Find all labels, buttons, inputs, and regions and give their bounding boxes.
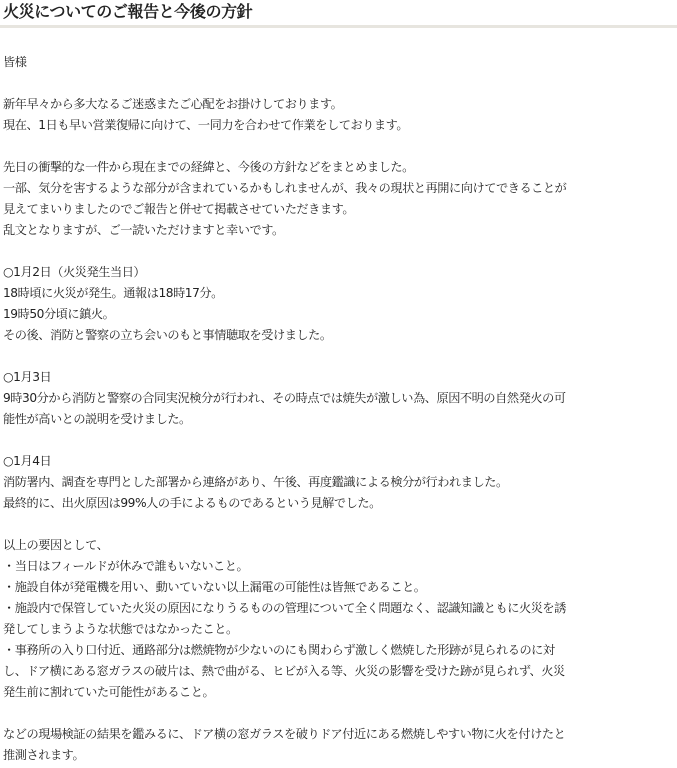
article-body bbox=[0, 28, 674, 766]
text-line: 最終的に、出火原因は99%人の手によるものであるという見解でした。 bbox=[3, 496, 381, 510]
list-lead: 以上の要因として、 bbox=[3, 538, 109, 552]
section-heading: ○1月2日（火災発生当日） bbox=[3, 265, 146, 279]
spacer bbox=[3, 703, 674, 724]
text-line: 推測されます。 bbox=[3, 748, 85, 762]
spacer bbox=[3, 241, 674, 262]
section-heading: ○1月3日 bbox=[3, 370, 52, 384]
preface-paragraph bbox=[3, 157, 674, 241]
conclusion-paragraph bbox=[3, 724, 674, 766]
text-line: その後、消防と警察の立ち会いのもと事情聴取を受けました。 bbox=[3, 328, 332, 342]
text-line: 現在、1日も早い営業復帰に向けて、一同力を合わせて作業をしております。 bbox=[3, 118, 409, 132]
text-line: 先日の衝撃的な一件から現在までの経緯と、今後の方針などをまとめました。 bbox=[3, 160, 414, 174]
spacer bbox=[3, 514, 674, 535]
text-line: 能性が高いとの説明を受けました。 bbox=[3, 412, 191, 426]
page-title: 火災についてのご報告と今後の方針 bbox=[0, 0, 677, 28]
text-line: 見えてまいりましたのでご報告と併せて掲載させていただきます。 bbox=[3, 202, 355, 216]
spacer bbox=[3, 136, 674, 157]
factors-list bbox=[3, 535, 674, 703]
list-item: ・施設内で保管していた火災の原因になりうるものの管理について全く問題なく、認識知識ともに火災を誘 bbox=[3, 601, 566, 615]
text-line: 乱文となりますが、ご一読いただけますと幸いです。 bbox=[3, 223, 284, 237]
section-jan2 bbox=[3, 262, 674, 346]
spacer bbox=[3, 430, 674, 451]
text-line: 9時30分から消防と警察の合同実況検分が行われ、その時点では焼失が激しい為、原因不明の自然発火の可 bbox=[3, 391, 566, 405]
text-line: 19時50分頃に鎮火。 bbox=[3, 307, 115, 321]
list-item-continued: 発してしまうような状態ではなかったこと。 bbox=[3, 622, 238, 636]
list-item: ・施設自体が発電機を用い、動いていない以上漏電の可能性は皆無であること。 bbox=[3, 580, 426, 594]
intro-paragraph bbox=[3, 94, 674, 136]
section-jan3 bbox=[3, 367, 674, 430]
text-line: 消防署内、調査を専門とした部署から連絡があり、午後、再度鑑識による検分が行われました。 bbox=[3, 475, 508, 489]
list-item-continued: 発生前に割れていた可能性があること。 bbox=[3, 685, 215, 699]
spacer bbox=[3, 73, 674, 94]
text-line: などの現場検証の結果を鑑みるに、ドア横の窓ガラスを破りドア付近にある燃焼しやすい物に火を付けたと bbox=[3, 727, 566, 741]
section-heading: ○1月4日 bbox=[3, 454, 52, 468]
spacer bbox=[3, 346, 674, 367]
text-line: 18時頃に火災が発生。通報は18時17分。 bbox=[3, 286, 223, 300]
list-item-continued: し、ドア横にある窓ガラスの破片は、熱で曲がる、ヒビが入る等、火災の影響を受けた跡が見られず、火災 bbox=[3, 664, 565, 678]
list-item: ・当日はフィールドが休みで誰もいないこと。 bbox=[3, 559, 249, 573]
section-jan4 bbox=[3, 451, 674, 514]
greeting: 皆様 bbox=[3, 55, 27, 69]
text-line: 新年早々から多大なるご迷惑またご心配をお掛けしております。 bbox=[3, 97, 343, 111]
list-item: ・事務所の入り口付近、通路部分は燃焼物が少ないのにも関わらず激しく燃焼した形跡が見られるのに対 bbox=[3, 643, 555, 657]
text-line: 一部、気分を害するような部分が含まれているかもしれませんが、我々の現状と再開に向けてできることが bbox=[3, 181, 567, 195]
